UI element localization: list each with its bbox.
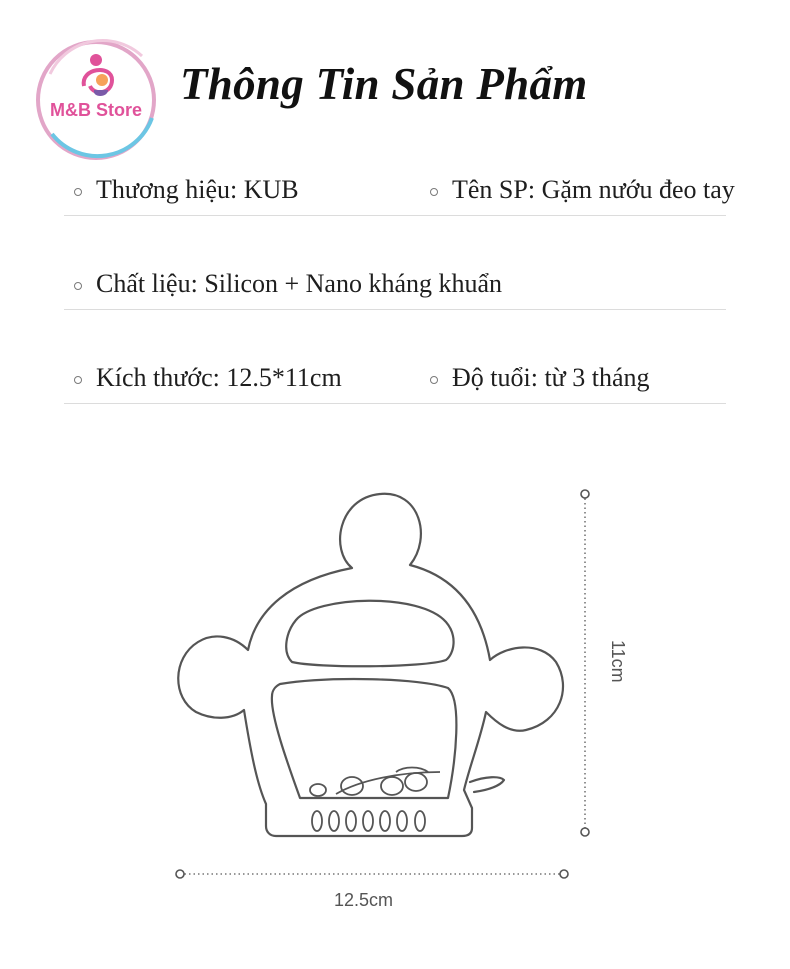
teether-outline-diagram <box>0 470 790 940</box>
spec-row-3 <box>64 363 726 404</box>
bullet-icon <box>430 188 438 196</box>
teether-outline <box>178 494 563 836</box>
spec-size <box>74 363 342 393</box>
spec-size-text: Kích thước: 12.5*11cm <box>96 363 342 392</box>
logo-text: M&B Store <box>49 100 143 120</box>
page-title: Thông Tin Sản Phẩm <box>180 59 588 109</box>
spec-age <box>430 363 650 393</box>
store-logo <box>32 34 162 164</box>
width-label: 12.5cm <box>334 890 394 910</box>
spec-material <box>74 269 502 299</box>
spec-age-text: Độ tuổi: từ 3 tháng <box>452 363 650 392</box>
spec-product-name <box>430 175 735 205</box>
bullet-icon <box>430 376 438 384</box>
width-dimension-line <box>176 870 568 878</box>
teether-base-holes <box>312 811 425 831</box>
spec-brand <box>74 175 299 205</box>
height-label: 11cm <box>608 640 628 683</box>
bullet-icon <box>74 282 82 290</box>
bullet-icon <box>74 188 82 196</box>
teether-beads <box>310 768 440 797</box>
bullet-icon <box>74 376 82 384</box>
spec-row-1 <box>64 175 735 216</box>
mother-baby-icon <box>32 34 162 164</box>
spec-brand-text: Thương hiệu: KUB <box>96 175 299 204</box>
spec-material-text: Chất liệu: Silicon + Nano kháng khuẩn <box>96 269 503 298</box>
spec-product-name-text: Tên SP: Gặm nướu đeo tay <box>452 175 735 204</box>
height-dimension-line <box>581 490 589 836</box>
spec-row-2 <box>64 269 726 310</box>
